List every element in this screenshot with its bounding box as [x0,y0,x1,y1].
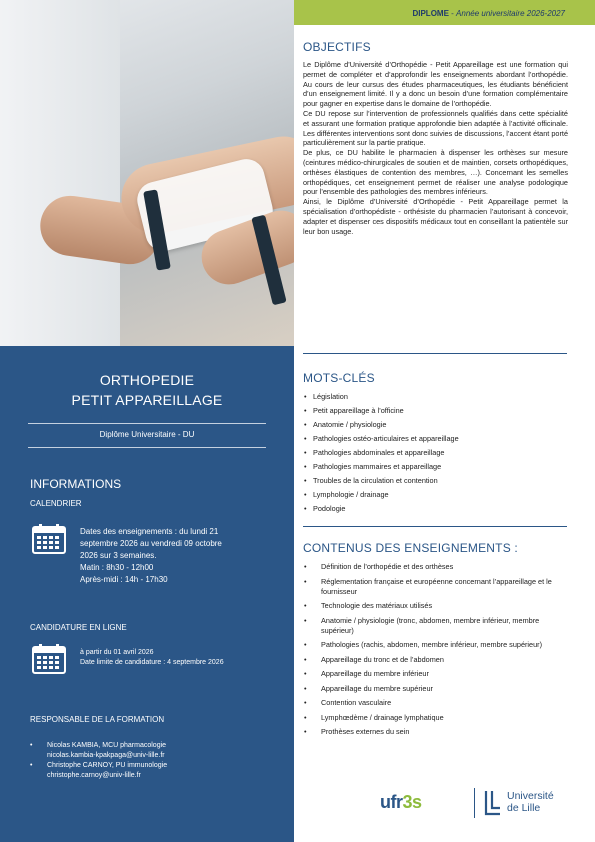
universite-lille-logo [507,790,554,814]
section-divider [303,353,567,354]
candidature-details [80,648,224,668]
ufr3s-logo-part: ufr [380,792,403,812]
logo-divider [474,788,475,818]
responsable-email[interactable]: christophe.carnoy@univ-lille.fr [47,772,141,779]
calendrier-details [80,526,222,586]
candidature-line: à partir du 01 avril 2026 [80,649,154,656]
calendar-icon [32,524,66,554]
list-item [30,761,167,781]
annee-label: Année universitaire 2026-2027 [456,9,565,18]
list-item: • Technologie des matériaux utilisés [304,601,564,611]
mots-cles-heading: MOTS-CLÉS [303,371,375,385]
objectifs-paragraph: Ce DU repose sur l’intervention de professionnels qualifiés dans cette spécialité et assurant une formation pratique approfondie bien adaptée à l’activité officinale. Les différentes interventions sont donc suivies de discussions, l’accent étant porté particulièrement sur la partie pratique. [303,108,568,148]
hero-photo [0,0,294,346]
list-item: • Contention vasculaire [304,698,564,708]
logo-text-line: de Lille [507,802,541,814]
divider [28,423,266,424]
ufr3s-logo-part: 3s [402,792,422,812]
candidature-label: CANDIDATURE EN LIGNE [30,623,127,632]
list-item: • Appareillage du tronc et de l’abdomen [304,655,564,665]
list-item: • Appareillage du membre inférieur [304,669,564,679]
program-title-line: PETIT APPAREILLAGE [71,392,223,408]
section-divider [303,526,567,527]
mots-cles-list [304,390,459,516]
objectifs-paragraph: Le Diplôme d’Université d’Orthopédie - Petit Appareillage est une formation qui permet de compléter et d’approfondir les enseignements abordant l’orthopédie. Au cours de leur cursus des études pharmaceutiques, les étudiants bénéficient d’un enseignement limité. Il y a donc un besoin d’une formation complémentaire pour gagner en expertise dans le domaine de l’orthopédie. [303,60,568,109]
diplome-label: DIPLOME [412,9,449,18]
contenus-list [304,562,564,742]
list-item: • Petit appareillage à l’officine [304,404,459,418]
list-item: • Appareillage du membre supérieur [304,684,564,694]
header-bar [294,0,595,25]
list-item: • Anatomie / physiologie [304,418,459,432]
program-subtitle: Diplôme Universitaire - DU [99,430,195,439]
info-panel [0,346,294,842]
calendrier-line: Après-midi : 14h - 17h30 [80,575,168,584]
list-item: • Lymphœdème / drainage lymphatique [304,713,564,723]
list-item: • Pathologies (rachis, abdomen, membre inférieur, membre supérieur) [304,640,564,650]
list-item: • Lymphologie / drainage [304,488,459,502]
calendrier-line: Dates des enseignements : du lundi 21 [80,527,219,536]
header-separator: - [448,9,457,18]
objectifs-paragraph: Ainsi, le Diplôme d’Université d’Orthopédie - Petit Appareillage permet la spécialisation d’orthopédiste - orthésiste du pharmacien l’autorisant à concevoir, adapter et dispenser ces dispositifs médicaux tout en conseillant la patientèle sur leur bon usage. [303,197,568,236]
list-item [30,741,167,761]
list-item: • Anatomie / physiologie (tronc, abdomen, membre inférieur, membre supérieur) [304,616,564,636]
divider [28,447,266,448]
responsable-name: • Nicolas KAMBIA, MCU pharmacologie [47,742,167,749]
list-item: • Pathologies mammaires et appareillage [304,460,459,474]
responsable-name: • Christophe CARNOY, PU immunologie [47,762,168,769]
list-item: • Pathologies abdominales et appareillage [304,446,459,460]
list-item: • Législation [304,390,459,404]
program-title-line: ORTHOPEDIE [99,372,195,388]
calendrier-line: Matin : 8h30 - 12h00 [80,563,154,572]
list-item: • Réglementation française et européenne concernant l’appareillage et le fournisseur [304,577,564,597]
responsable-list [30,741,167,781]
list-item: • Troubles de la circulation et contention [304,474,459,488]
candidature-line: Date limite de candidature : 4 septembre 2026 [80,659,224,666]
list-item: • Podologie [304,502,459,516]
calendrier-line: 2026 sur 3 semaines. [80,551,157,560]
ufr3s-logo [380,792,422,813]
contenus-heading: CONTENUS DES ENSEIGNEMENTS : [303,541,518,555]
universite-lille-mark-icon [484,790,502,816]
responsable-label: RESPONSABLE DE LA FORMATION [30,715,165,724]
objectifs-heading: OBJECTIFS [303,40,371,54]
list-item: • Pathologies ostéo-articulaires et appareillage [304,432,459,446]
responsable-email[interactable]: nicolas.kambia-kpakpaga@univ-lille.fr [47,752,165,759]
informations-heading: INFORMATIONS [30,477,122,491]
calendrier-line: septembre 2026 au vendredi 09 octobre [80,539,222,548]
program-title [0,370,294,410]
list-item: • Prothèses externes du sein [304,727,564,737]
calendrier-label: CALENDRIER [30,499,82,508]
calendar-icon [32,644,66,674]
objectifs-paragraph: De plus, ce DU habilite le pharmacien à dispenser les orthèses sur mesure (ceintures médico-chirurgicales de soutien et de maintien, corsets orthopédiques, orthèses élastiques de contention des membres, …). Concernant les semelles orthopédiques, cet enseignement permet de réaliser une analyse podologique pour l’ensemble des pathologies des membres inférieurs. [303,148,568,197]
list-item: • Définition de l’orthopédie et des orthèses [304,562,564,572]
objectifs-text [303,60,568,236]
logo-text-line: Université [507,790,554,802]
logos [380,782,570,822]
coat-shape [0,0,120,346]
header-text [412,9,565,18]
